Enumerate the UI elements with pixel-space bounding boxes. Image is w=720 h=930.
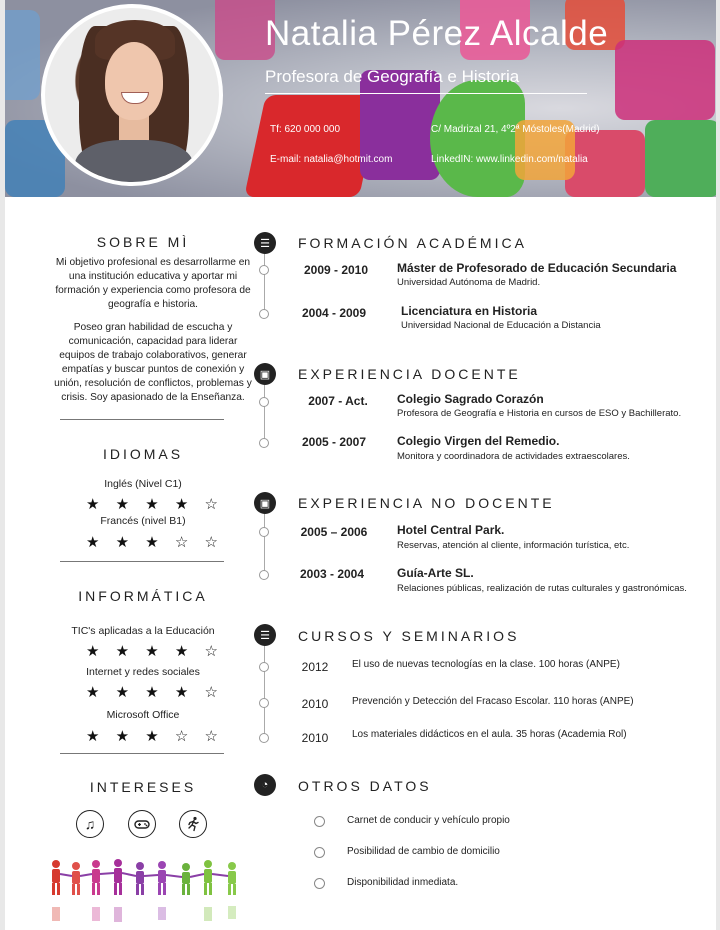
timeline-dot bbox=[259, 309, 269, 319]
gamepad-icon bbox=[128, 810, 156, 838]
language-name: Inglés (Nivel C1) bbox=[104, 478, 182, 490]
linkedin-text: LinkedIN: www.linkedin.com/natalia bbox=[431, 154, 588, 165]
timeline-dot bbox=[259, 733, 269, 743]
entry-subtitle: Monitora y coordinadora de actividades extraescolares. bbox=[397, 451, 630, 462]
about-paragraph-2: Poseo gran habilidad de escucha y comunicación, capacidad para liderar equipos de trabajo colaborativos, generar empatías y buscar puntos de conexión y unión, resolución de conflictos, problemas y crisis. Soy apasionado de la Enseñanza. bbox=[54, 322, 252, 403]
entry-year: 2005 – 2006 bbox=[300, 525, 368, 539]
rating-stars: ★ ★ ★ ★ ☆ bbox=[86, 684, 224, 701]
course-year: 2012 bbox=[301, 660, 329, 674]
timeline-line bbox=[264, 252, 265, 314]
timeline-dot bbox=[259, 438, 269, 448]
language-rating bbox=[86, 533, 226, 551]
it-skill-name: Microsoft Office bbox=[106, 709, 180, 721]
about-paragraph-1: Mi objetivo profesional es desarrollarme en una institución educativa y aportar mi formación y experiencia como profesora de geografía e historia. bbox=[55, 257, 251, 310]
entry-subtitle: Profesora de Geografía e Historia en cursos de ESO y Bachillerato. bbox=[397, 408, 682, 419]
list-bullet bbox=[314, 816, 325, 827]
education-icon: ☰ bbox=[254, 624, 276, 646]
entry-title: Máster de Profesorado de Educación Secundaria bbox=[397, 261, 677, 275]
course-text: El uso de nuevas tecnologías en la clase. 100 horas (ANPE) bbox=[352, 659, 620, 670]
entry-title: Colegio Virgen del Remedio. bbox=[397, 434, 560, 448]
timeline-dot bbox=[259, 397, 269, 407]
timeline-dot bbox=[259, 698, 269, 708]
list-bullet bbox=[314, 847, 325, 858]
running-icon bbox=[179, 810, 207, 838]
email-text: E-mail: natalia@hotmit.com bbox=[270, 154, 393, 165]
rating-stars: ★ ★ ★ ★ ☆ bbox=[86, 496, 224, 513]
course-year: 2010 bbox=[301, 697, 329, 711]
about-heading: SOBRE MÌ bbox=[96, 234, 190, 250]
divider bbox=[60, 561, 224, 562]
it-skill-name: TIC's aplicadas a la Educación bbox=[71, 625, 215, 637]
candidate-name: Natalia Pérez Alcalde bbox=[265, 14, 609, 53]
education-icon: ☰ bbox=[254, 232, 276, 254]
timeline-dot bbox=[259, 265, 269, 275]
course-text: Los materiales didácticos en el aula. 35 horas (Academia Rol) bbox=[352, 729, 627, 740]
section-title-other: OTROS DATOS bbox=[298, 778, 432, 794]
entry-subtitle: Universidad Autónoma de Madrid. bbox=[397, 277, 541, 288]
course-year: 2010 bbox=[301, 731, 329, 745]
briefcase-icon: ▣ bbox=[254, 492, 276, 514]
list-bullet bbox=[314, 878, 325, 889]
entry-year: 2004 - 2009 bbox=[301, 306, 367, 320]
music-icon: ♫ bbox=[76, 810, 104, 838]
address-text: C/ Madrizal 21, 4º2ª Móstoles(Madrid) bbox=[431, 124, 600, 135]
other-item: Carnet de conducir y vehículo propio bbox=[347, 815, 510, 826]
entry-subtitle: Universidad Nacional de Educación a Distancia bbox=[401, 320, 601, 331]
it-heading: INFORMÁTICA bbox=[78, 588, 208, 604]
entry-title: Guía-Arte SL. bbox=[397, 566, 474, 580]
section-title-courses: CURSOS Y SEMINARIOS bbox=[298, 628, 520, 644]
phone-text: Tf: 620 000 000 bbox=[270, 124, 341, 135]
entry-title: Licenciatura en Historia bbox=[401, 304, 538, 318]
children-illustration bbox=[46, 858, 254, 924]
timeline-dot bbox=[259, 570, 269, 580]
entry-year: 2007 - Act. bbox=[308, 394, 368, 408]
it-skill-rating bbox=[86, 642, 226, 660]
language-rating bbox=[86, 495, 226, 513]
entry-year: 2009 - 2010 bbox=[303, 263, 369, 277]
entry-subtitle: Reservas, atención al cliente, información turística, etc. bbox=[397, 540, 630, 551]
timeline-line bbox=[264, 513, 265, 575]
entry-title: Hotel Central Park. bbox=[397, 523, 505, 537]
timeline-dot bbox=[259, 527, 269, 537]
course-text: Prevención y Detección del Fracaso Escolar. 110 horas (ANPE) bbox=[352, 696, 634, 707]
entry-subtitle: Relaciones públicas, realización de rutas culturales y gastronómicas. bbox=[397, 583, 687, 594]
briefcase-icon: ▣ bbox=[254, 363, 276, 385]
rating-stars: ★ ★ ★ ☆ ☆ bbox=[86, 534, 224, 551]
it-skill-rating bbox=[86, 683, 226, 701]
section-title-education: FORMACIÓN ACADÉMICA bbox=[298, 235, 527, 251]
rating-stars: ★ ★ ★ ★ ☆ bbox=[86, 643, 224, 660]
entry-title: Colegio Sagrado Corazón bbox=[397, 392, 544, 406]
candidate-role: Profesora de Geografía e Historia bbox=[265, 67, 520, 86]
page-edge-right bbox=[716, 0, 720, 930]
rating-stars: ★ ★ ★ ☆ ☆ bbox=[86, 728, 224, 745]
it-skill-rating bbox=[86, 727, 226, 745]
timeline-line bbox=[264, 384, 265, 444]
role-underline bbox=[265, 93, 587, 94]
timeline-line bbox=[264, 645, 265, 739]
other-item: Posibilidad de cambio de domicilio bbox=[347, 846, 500, 857]
it-skill-name: Internet y redes sociales bbox=[86, 666, 200, 678]
language-name: Francés (nivel B1) bbox=[100, 515, 186, 527]
divider bbox=[60, 753, 224, 754]
section-title-teaching: EXPERIENCIA DOCENTE bbox=[298, 366, 521, 382]
section-title-non-teaching: EXPERIENCIA NO DOCENTE bbox=[298, 495, 555, 511]
interests-heading: INTERESES bbox=[89, 779, 197, 795]
timeline-dot bbox=[259, 662, 269, 672]
divider bbox=[60, 419, 224, 420]
entry-year: 2005 - 2007 bbox=[301, 435, 367, 449]
other-item: Disponibilidad inmediata. bbox=[347, 877, 459, 888]
languages-heading: IDIOMAS bbox=[102, 446, 184, 462]
pie-chart-icon: ◔ bbox=[254, 774, 276, 796]
header-banner bbox=[5, 0, 716, 197]
entry-year: 2003 - 2004 bbox=[299, 567, 365, 581]
profile-photo bbox=[41, 4, 223, 186]
